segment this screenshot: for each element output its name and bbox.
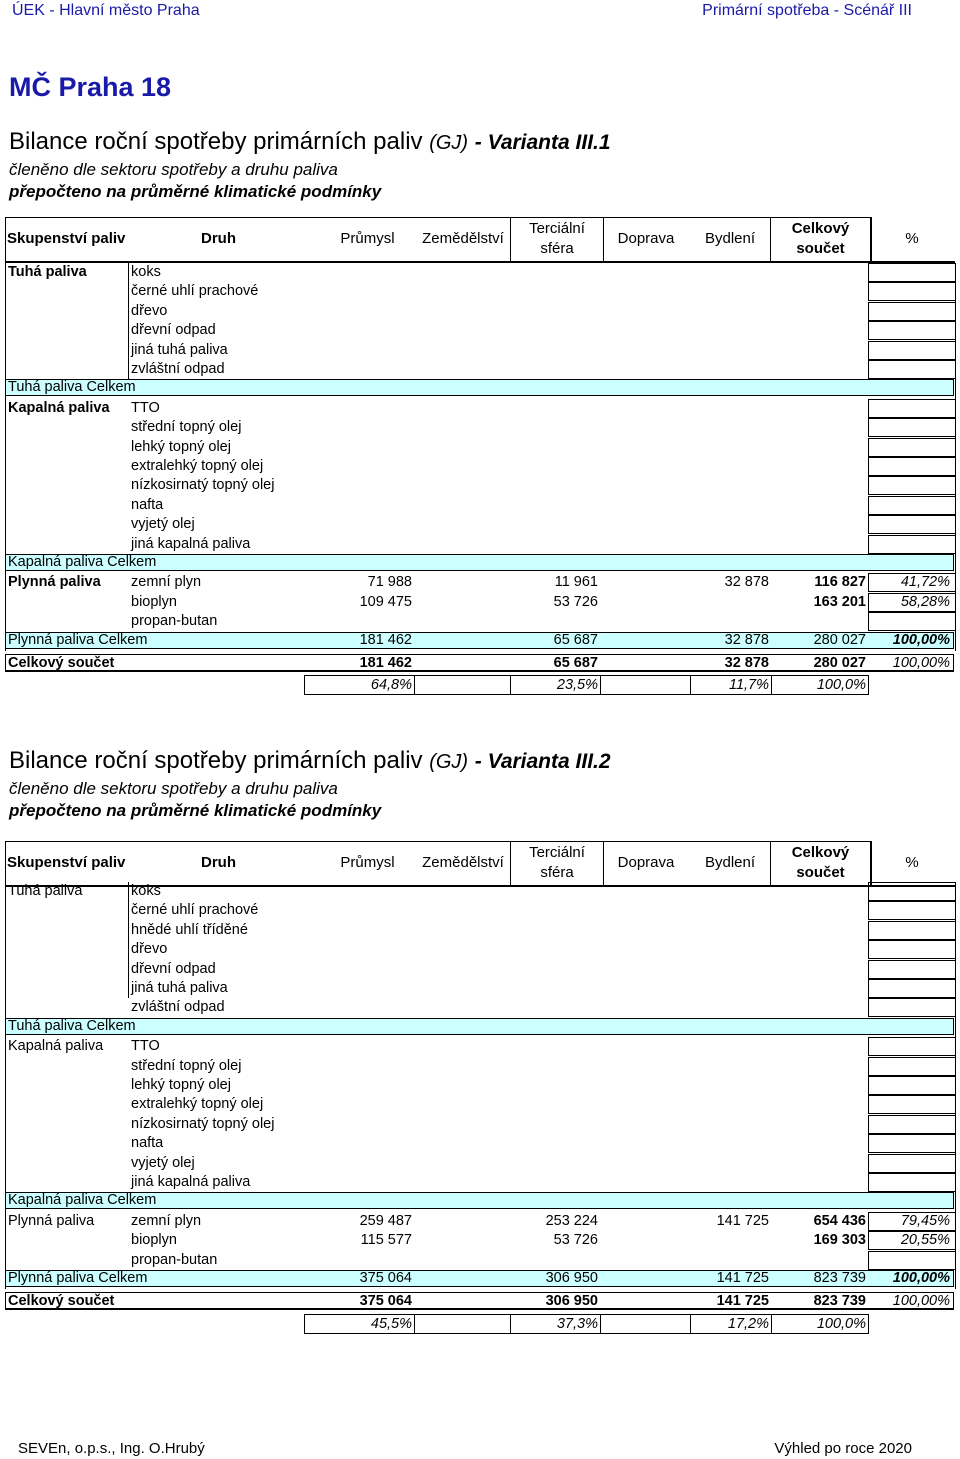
cell-terc: 65 687: [553, 655, 598, 671]
column-header-terc-1: Terciální: [529, 844, 585, 861]
cell-celk: 100,0%: [816, 1316, 866, 1332]
table-row: [0, 593, 960, 612]
group-total: [0, 1017, 960, 1036]
cell-celk: 100,0%: [816, 677, 866, 693]
fuel-type: jiná kapalná paliva: [131, 1174, 251, 1190]
cell-prumysl: 181 462: [359, 655, 412, 671]
column-header-terc-2: sféra: [540, 864, 574, 881]
table-row: [0, 612, 960, 631]
table-row: [0, 1095, 960, 1114]
table-row: [0, 496, 960, 515]
table-row: [0, 901, 960, 920]
table-row: [0, 882, 960, 901]
table-row: [0, 302, 960, 321]
fuel-type: bioplyn: [131, 594, 177, 610]
table-row: [0, 1057, 960, 1076]
cell-prumysl: 375 064: [359, 1270, 412, 1286]
fuel-type: zvláštní odpad: [131, 361, 225, 377]
fuel-type: zemní plyn: [131, 574, 202, 590]
table-row: [0, 1076, 960, 1095]
cell-pct: 100,00%: [892, 1270, 950, 1286]
group-name: Plynná paliva: [8, 1213, 95, 1229]
fuel-type: jiná kapalná paliva: [131, 536, 251, 552]
table-subtitle-1: členěno dle sektoru spotřeby a druhu paliva: [9, 160, 338, 179]
table-subtitle-1: členěno dle sektoru spotřeby a druhu paliva: [9, 779, 338, 798]
column-header-zemedelstvi: Zemědělství: [422, 854, 504, 871]
cell-terc: 23,5%: [556, 677, 598, 693]
fuel-type: zemní plyn: [131, 1213, 202, 1229]
table-row: [0, 960, 960, 979]
fuel-type: jiná tuhá paliva: [131, 342, 228, 358]
cell-prumysl: 259 487: [359, 1213, 412, 1229]
group-name: Plynná paliva: [8, 574, 101, 590]
cell-bydleni: 141 725: [716, 1293, 769, 1309]
footer-right: Výhled po roce 2020: [774, 1440, 912, 1457]
cell-bydleni: 17,2%: [727, 1316, 769, 1332]
column-header-druh: Druh: [201, 854, 236, 871]
group-name: Kapalná paliva: [8, 400, 110, 416]
fuel-type: TTO: [131, 1038, 160, 1054]
grand-total-label: Celkový součet: [8, 1293, 115, 1309]
fuel-type: dřevo: [131, 303, 168, 319]
group-total-label: Kapalná paliva Celkem: [8, 1192, 157, 1208]
cell-celk: 823 739: [813, 1293, 866, 1309]
fuel-type: extralehký topný olej: [131, 1096, 264, 1112]
cell-prumysl: 45,5%: [370, 1316, 412, 1332]
cell-prumysl: 71 988: [367, 574, 412, 590]
group-total: [0, 1269, 960, 1288]
cell-pct: 79,45%: [900, 1213, 950, 1229]
group-total-label: Tuhá paliva Celkem: [8, 379, 136, 395]
table-title-variant: - Varianta III.2: [474, 750, 611, 773]
table-row: [0, 1154, 960, 1173]
column-header-doprava: Doprava: [617, 230, 675, 247]
fuel-type: koks: [131, 883, 161, 899]
fuel-type: propan-butan: [131, 613, 218, 629]
group-name: Tuhá paliva: [8, 883, 83, 899]
cell-terc: 53 726: [553, 594, 598, 610]
cell-terc: 37,3%: [556, 1316, 598, 1332]
table-row: [0, 438, 960, 457]
cell-pct: 100,00%: [892, 632, 950, 648]
fuel-type: vyjetý olej: [131, 1155, 195, 1171]
column-header-skupenstvi: Skupenství paliv: [7, 854, 126, 871]
fuel-type: extralehký topný olej: [131, 458, 264, 474]
cell-prumysl: 115 577: [360, 1232, 412, 1248]
table-row: [0, 282, 960, 301]
table-row: [0, 1037, 960, 1056]
cell-celk: 280 027: [813, 655, 866, 671]
column-header-terc-2: sféra: [540, 240, 574, 257]
table-row: [0, 573, 960, 592]
fuel-type: černé uhlí prachové: [131, 902, 259, 918]
cell-terc: 65 687: [553, 632, 598, 648]
table-row: [0, 321, 960, 340]
table-row: [0, 998, 960, 1017]
fuel-type: TTO: [131, 400, 160, 416]
table-title: [9, 747, 611, 775]
column-header-pct: %: [905, 854, 919, 871]
column-header-bydleni: Bydlení: [704, 230, 756, 247]
group-total-label: Plynná paliva Celkem: [8, 1270, 148, 1286]
cell-pct: 100,00%: [892, 1293, 950, 1309]
table-title-main: Bilance roční spotřeby primárních paliv: [9, 747, 423, 774]
table-row: [0, 515, 960, 534]
cell-terc: 53 726: [553, 1232, 598, 1248]
footer-left: SEVEn, o.p.s., Ing. O.Hrubý: [18, 1440, 205, 1457]
fuel-type: hnědé uhlí tříděné: [131, 922, 248, 938]
fuel-type: lehký topný olej: [131, 439, 231, 455]
column-header-terc-1: Terciální: [529, 220, 585, 237]
cell-celk: 823 739: [813, 1270, 866, 1286]
cell-bydleni: 32 878: [724, 655, 769, 671]
table-row: [0, 418, 960, 437]
share-row: [0, 676, 960, 695]
group-total-label: Tuhá paliva Celkem: [8, 1018, 136, 1034]
fuel-type: koks: [131, 264, 161, 280]
table-row: [0, 399, 960, 418]
group-total-label: Plynná paliva Celkem: [8, 632, 148, 648]
cell-pct: 20,55%: [900, 1232, 950, 1248]
group-name: Tuhá paliva: [8, 264, 87, 280]
column-header-pct: %: [905, 230, 919, 247]
grand-total: [0, 654, 960, 673]
cell-celk: 280 027: [813, 632, 866, 648]
table-row: [0, 476, 960, 495]
table-title-unit: (GJ): [429, 751, 469, 773]
cell-bydleni: 32 878: [724, 632, 769, 648]
fuel-type: bioplyn: [131, 1232, 177, 1248]
cell-bydleni: 32 878: [724, 574, 769, 590]
group-total: [0, 631, 960, 650]
column-header-celk-2: součet: [796, 864, 845, 881]
grand-total-label: Celkový součet: [8, 655, 115, 671]
column-header-celk-1: Celkový: [791, 220, 850, 237]
table-row: [0, 535, 960, 554]
table-row: [0, 1251, 960, 1270]
cell-celk: 169 303: [813, 1232, 866, 1248]
column-header-prumysl: Průmysl: [340, 854, 395, 871]
fuel-type: střední topný olej: [131, 419, 242, 435]
cell-celk: 116 827: [814, 574, 866, 590]
group-total: [0, 378, 960, 397]
cell-celk: 654 436: [813, 1213, 866, 1229]
cell-bydleni: 11,7%: [728, 677, 769, 693]
column-header-celk-2: součet: [796, 240, 845, 257]
fuel-type: nafta: [131, 497, 164, 513]
column-header-prumysl: Průmysl: [340, 230, 395, 247]
table-subtitle-2: přepočteno na průměrné klimatické podmínky: [9, 182, 382, 201]
table-row: [0, 979, 960, 998]
fuel-type: dřevní odpad: [131, 961, 216, 977]
table-subtitle-2: přepočteno na průměrné klimatické podmínky: [9, 801, 382, 820]
table-row: [0, 457, 960, 476]
fuel-type: dřevo: [131, 941, 168, 957]
column-header-skupenstvi: Skupenství paliv: [7, 230, 126, 247]
column-header-celk-1: Celkový: [791, 844, 850, 861]
grand-total: [0, 1292, 960, 1311]
group-total: [0, 553, 960, 572]
cell-terc: 306 950: [545, 1293, 598, 1309]
cell-bydleni: 141 725: [716, 1270, 769, 1286]
table-title-unit: (GJ): [429, 132, 469, 154]
table-title-main: Bilance roční spotřeby primárních paliv: [9, 128, 423, 155]
fuel-type: nízkosirnatý topný olej: [131, 1116, 275, 1132]
table-row: [0, 1134, 960, 1153]
table-row: [0, 1231, 960, 1250]
table-row: [0, 1173, 960, 1192]
fuel-type: dřevní odpad: [131, 322, 216, 338]
fuel-type: jiná tuhá paliva: [131, 980, 228, 996]
cell-pct: 41,72%: [900, 574, 950, 590]
table-row: [0, 341, 960, 360]
cell-prumysl: 181 462: [359, 632, 412, 648]
cell-prumysl: 64,8%: [370, 677, 412, 693]
column-header-doprava: Doprava: [617, 854, 675, 871]
district-title: MČ Praha 18: [9, 72, 172, 102]
cell-pct: 100,00%: [892, 655, 950, 671]
fuel-type: propan-butan: [131, 1252, 218, 1268]
fuel-type: vyjetý olej: [131, 516, 195, 532]
group-total: [0, 1191, 960, 1210]
table-row: [0, 1115, 960, 1134]
table-title-variant: - Varianta III.1: [474, 131, 611, 154]
table-row: [0, 263, 960, 282]
fuel-type: lehký topný olej: [131, 1077, 231, 1093]
cell-bydleni: 141 725: [716, 1213, 769, 1229]
fuel-type: nízkosirnatý topný olej: [131, 477, 275, 493]
page-header-right: Primární spotřeba - Scénář III: [702, 2, 912, 19]
fuel-type: střední topný olej: [131, 1058, 242, 1074]
fuel-type: nafta: [131, 1135, 164, 1151]
cell-pct: 58,28%: [900, 594, 950, 610]
table-row: [0, 940, 960, 959]
share-row: [0, 1315, 960, 1334]
fuel-type: černé uhlí prachové: [131, 283, 259, 299]
group-name: Kapalná paliva: [8, 1038, 104, 1054]
table-row: [0, 360, 960, 379]
table-row: [0, 921, 960, 940]
cell-prumysl: 375 064: [359, 1293, 412, 1309]
table-title: [9, 128, 611, 156]
group-total-label: Kapalná paliva Celkem: [8, 554, 157, 570]
page-header-left: ÚEK - Hlavní město Praha: [12, 2, 200, 19]
cell-terc: 306 950: [545, 1270, 598, 1286]
column-header-druh: Druh: [201, 230, 236, 247]
table-row: [0, 1212, 960, 1231]
cell-terc: 253 224: [545, 1213, 598, 1229]
column-header-bydleni: Bydlení: [704, 854, 756, 871]
fuel-type: zvláštní odpad: [131, 999, 225, 1015]
cell-terc: 11 961: [554, 574, 598, 590]
cell-prumysl: 109 475: [359, 594, 412, 610]
column-header-zemedelstvi: Zemědělství: [422, 230, 504, 247]
cell-celk: 163 201: [813, 594, 866, 610]
